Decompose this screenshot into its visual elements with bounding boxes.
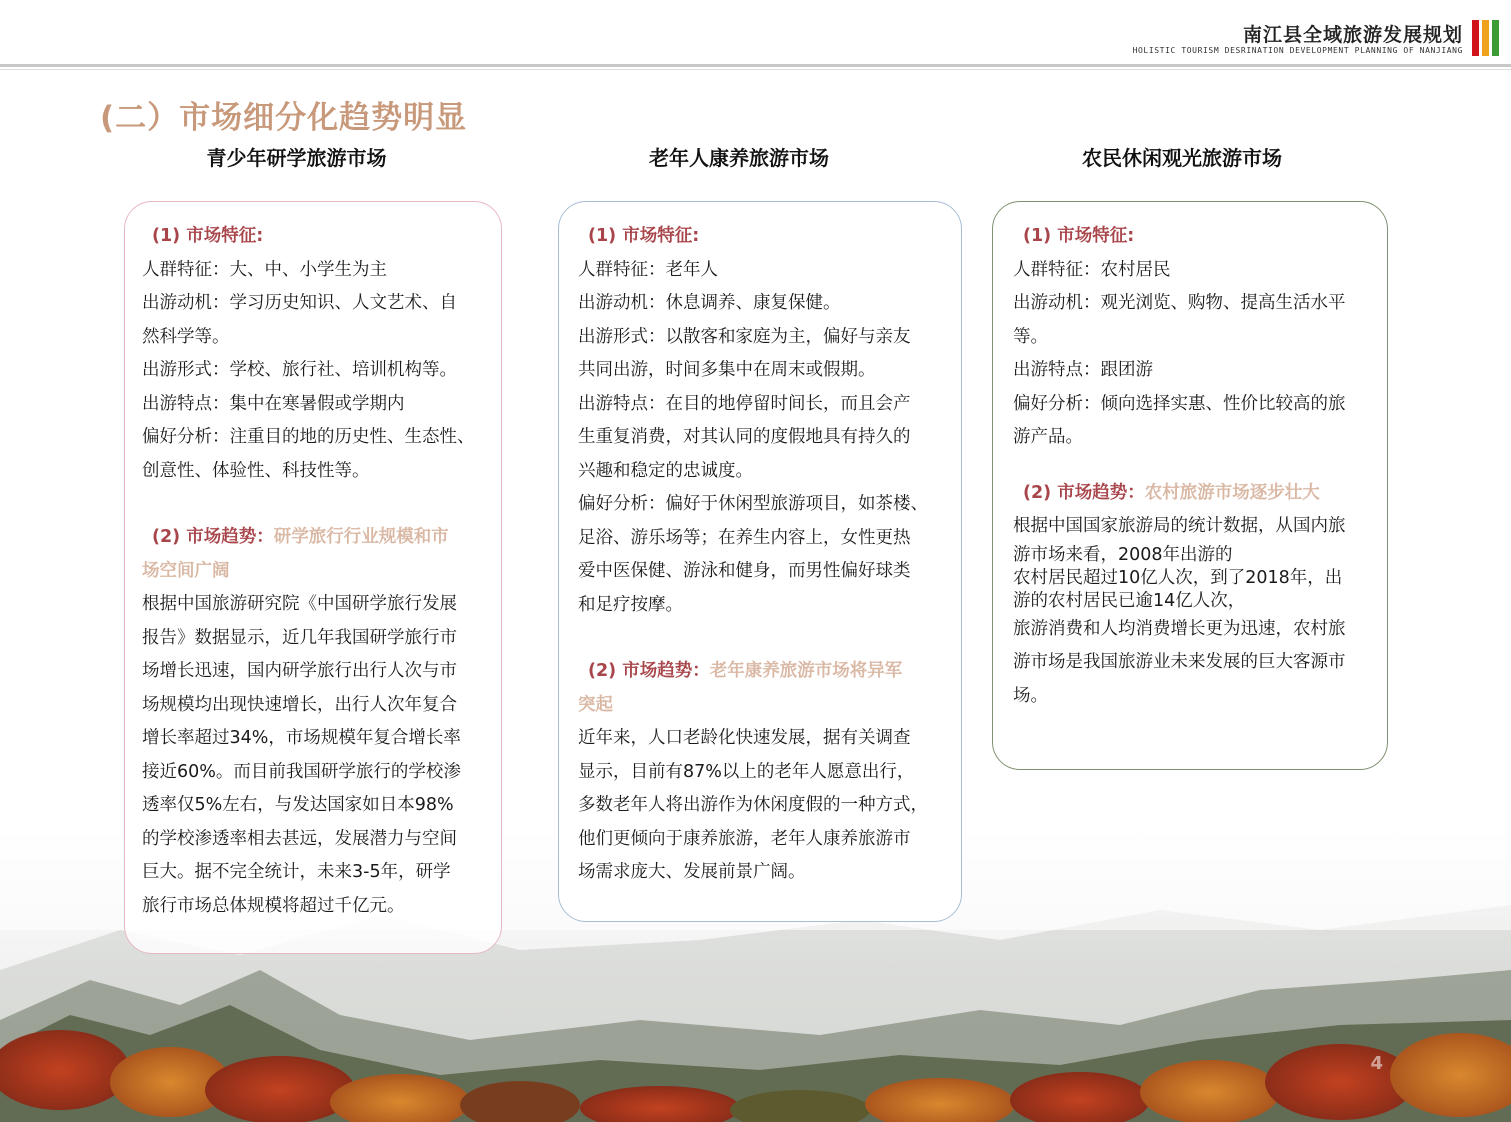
trend-line: 农村居民超过10亿人次，到了2018年，出: [1013, 567, 1343, 588]
trend-line: 场增长迅速，国内研学旅行出行人次与市: [142, 661, 457, 681]
trend-line: 多数老年人将出游作为休闲度假的一种方式，: [578, 795, 928, 815]
feature-line: 偏好分析：偏好于休闲型旅游项目，如茶楼、: [578, 494, 928, 514]
feature-line: 偏好分析：倾向选择实惠、性价比较高的旅: [1013, 393, 1346, 414]
features-heading: (1) 市场特征:: [152, 226, 264, 246]
header-subtitle: HOLISTIC TOURISM DESRINATION DEVELOPMENT PLANNING OF NANJIANG: [1132, 46, 1463, 55]
section-title: (二）市场细分化趋势明显: [100, 100, 468, 136]
trend-line: 接近60%。而目前我国研学旅行的学校渗: [142, 761, 461, 782]
feature-line: 出游特点：跟团游: [1013, 360, 1153, 380]
feature-line: 生重复消费，对其认同的度假地具有持久的: [578, 427, 911, 447]
feature-line: 足浴、游乐场等；在养生内容上，女性更热: [578, 527, 911, 548]
trend-line: 增长率超过34%，市场规模年复合增长率: [142, 728, 461, 748]
feature-line: 然科学等。: [142, 326, 230, 347]
feature-line: 爱中医保健、游泳和健身，而男性偏好球类: [578, 561, 911, 581]
feature-line: 兴趣和稳定的忠诚度。: [578, 460, 753, 481]
trend-line: 显示，目前有87%以上的老年人愿意出行，: [578, 761, 915, 782]
feature-line: 偏好分析：注重目的地的历史性、生态性、: [142, 427, 475, 447]
trend-heading-cont: 场空间广阔: [142, 560, 230, 581]
trend-line: 游的农村居民已逾14亿人次，: [1013, 590, 1246, 611]
feature-line: 人群特征：大、中、小学生为主: [142, 259, 387, 280]
trend-line: 场需求庞大、发展前景广阔。: [578, 862, 806, 882]
column-heading-youth: 青少年研学旅游市场: [206, 146, 387, 170]
feature-line: 出游动机：学习历史知识、人文艺术、自: [142, 293, 457, 313]
trend-heading: (2) 市场趋势：研学旅行行业规模和市: [152, 527, 449, 547]
column-heading-elderly: 老年人康养旅游市场: [649, 146, 829, 170]
trend-line: 根据中国国家旅游局的统计数据，从国内旅: [1013, 516, 1346, 536]
feature-line: 人群特征：农村居民: [1013, 259, 1171, 280]
card-youth-study-tour: [124, 201, 502, 954]
feature-line: 出游形式：学校、旅行社、培训机构等。: [142, 360, 457, 380]
trend-line: 的学校渗透率相去甚远，发展潜力与空间: [142, 828, 457, 849]
trend-heading: (2) 市场趋势：老年康养旅游市场将异军: [588, 661, 903, 681]
card-farmer-leisure-tour: [992, 201, 1388, 770]
trend-accent: 农村旅游市场逐步壮大: [1144, 482, 1320, 503]
trend-line: 透率仅5%左右，与发达国家如日本98%: [142, 795, 454, 815]
trend-line: 旅游消费和人均消费增长更为迅速，农村旅: [1013, 618, 1346, 639]
features-heading: (1) 市场特征:: [1023, 226, 1135, 246]
feature-line: 出游动机：观光浏览、购物、提高生活水平: [1013, 293, 1346, 313]
card-elderly-wellness-tour: [558, 201, 962, 922]
header-divider: [0, 64, 1511, 67]
trend-accent: 老年康养旅游市场将异军: [709, 661, 903, 681]
logo-bars-icon: [1472, 20, 1500, 56]
trend-line: 报告》数据显示，近几年我国研学旅行市: [142, 627, 457, 648]
trend-line: 他们更倾向于康养旅游，老年人康养旅游市: [578, 828, 911, 849]
trend-line: 根据中国旅游研究院《中国研学旅行发展: [142, 594, 457, 614]
feature-line: 游产品。: [1013, 427, 1083, 447]
trend-line: 场规模均出现快速增长，出行人次年复合: [142, 694, 457, 715]
features-heading: (1) 市场特征:: [588, 226, 700, 246]
feature-line: 出游动机：休息调养、康复保健。: [578, 293, 841, 313]
trend-heading: (2) 市场趋势：农村旅游市场逐步壮大: [1023, 482, 1320, 503]
feature-line: 等。: [1013, 326, 1048, 347]
feature-line: 出游形式：以散客和家庭为主，偏好与亲友: [578, 326, 911, 347]
trend-line: 近年来，人口老龄化快速发展，据有关调查: [578, 728, 911, 748]
feature-line: 出游特点：集中在寒暑假或学期内: [142, 393, 405, 414]
trend-line: 巨大。据不完全统计，未来3-5年，研学: [142, 862, 451, 882]
feature-line: 创意性、体验性、科技性等。: [142, 460, 370, 481]
feature-line: 出游特点：在目的地停留时间长，而且会产: [578, 393, 911, 414]
trend-accent: 研学旅行行业规模和市: [273, 527, 449, 547]
header-divider-thin: [0, 69, 1511, 70]
page-header: [0, 0, 1511, 72]
trend-line: 场。: [1013, 685, 1048, 706]
feature-line: 人群特征：老年人: [578, 259, 718, 280]
page-number: 4: [1370, 1053, 1383, 1074]
feature-line: 和足疗按摩。: [578, 594, 683, 615]
header-title: 南江县全域旅游发展规划: [1242, 24, 1463, 46]
trend-line: 游市场是我国旅游业未来发展的巨大客源市: [1013, 652, 1346, 672]
column-heading-farmers: 农民休闲观光旅游市场: [1082, 146, 1282, 170]
trend-heading-cont: 突起: [578, 694, 613, 715]
feature-line: 共同出游，时间多集中在周末或假期。: [578, 360, 876, 380]
trend-line: 游市场来看，2008年出游的: [1013, 544, 1233, 565]
trend-line: 旅行市场总体规模将超过千亿元。: [142, 895, 405, 916]
